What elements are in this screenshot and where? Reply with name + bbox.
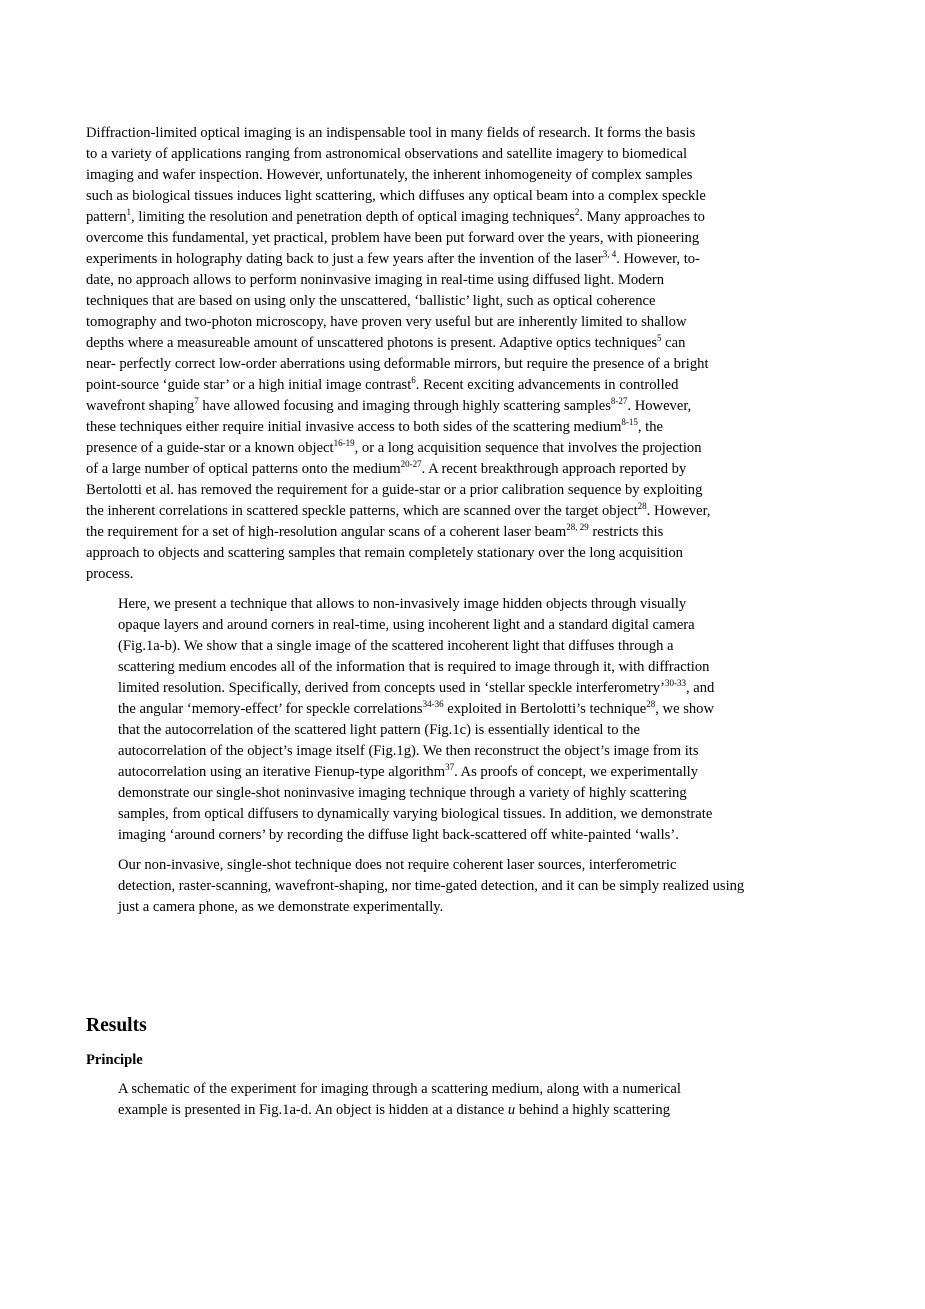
text-line: imaging ‘around corners’ by recording the diffuse light back-scattered off white-painted ‘walls’.: [118, 827, 679, 843]
text-line: point-source ‘guide star’ or a high initial image contrast$^6$. Recent exciting advancements in controlled: [86, 375, 679, 393]
text-line: detection, raster-scanning, wavefront-shaping, nor time-gated detection, and it can be simply realized using: [118, 878, 745, 894]
citation-superscript: 7: [194, 396, 199, 406]
results-paragraph-1: [86, 1079, 792, 1121]
text-line: the angular ‘memory-effect’ for speckle correlations$^{34-36}$ exploited in Bertolotti’s technique$^{28}$, we show: [118, 699, 715, 717]
text-line: A schematic of the experiment for imaging through a scattering medium, along with a numerical: [118, 1081, 681, 1097]
citation-superscript: 6: [411, 375, 416, 385]
text-line: opaque layers and around corners in real-time, using incoherent light and a standard digital camera: [118, 617, 695, 633]
text-line: example is presented in Fig.1a-d. An object is hidden at a distance u behind a highly scattering: [118, 1102, 671, 1118]
intro-section: [86, 123, 792, 927]
text-line: such as biological tissues induces light scattering, which diffuses any optical beam into a complex speckle: [86, 188, 706, 204]
citation-superscript: 3, 4: [602, 249, 617, 259]
citation-superscript: 28: [646, 699, 656, 709]
text-line: of a large number of optical patterns onto the medium$^{20-27}$. A recent breakthrough approach reported by: [86, 459, 687, 477]
citation-superscript: 8-27: [610, 396, 628, 406]
text-line: autocorrelation using an iterative Fienup-type algorithm$^{37}$. As proofs of concept, we experimentally: [118, 762, 699, 780]
text-line: samples, from optical diffusers to dynamically varying biological tissues. In addition, we demonstrate: [118, 806, 713, 822]
text-line: pattern$^1$, limiting the resolution and penetration depth of optical imaging techniques$^2$. Many approaches to: [86, 207, 705, 225]
text-line: process.: [86, 566, 134, 582]
text-line: just a camera phone, as we demonstrate experimentally.: [118, 899, 444, 915]
math-variable: u: [507, 1102, 516, 1118]
subsection-heading-principle: Principle: [86, 1052, 143, 1068]
text-line: near- perfectly correct low-order aberrations using deformable mirrors, but require the presence of a bright: [86, 356, 709, 372]
text-line: limited resolution. Specifically, derived from concepts used in ‘stellar speckle interferometry’$^{30-33}$, and: [118, 678, 715, 696]
text-line: presence of a guide-star or a known object$^{16-19}$, or a long acquisition sequence that involves the projection: [86, 438, 702, 456]
text-line: overcome this fundamental, yet practical, problem have been put forward over the years, with pioneering: [86, 230, 700, 246]
section-heading-results: Results: [86, 1015, 147, 1036]
citation-superscript: 30-33: [664, 678, 686, 688]
text-line: Bertolotti et al. has removed the requirement for a guide-star or a prior calibration sequence by exploiting: [86, 482, 703, 498]
results-section: [86, 1079, 792, 1130]
text-line: date, no approach allows to perform noninvasive imaging in real-time using diffused light. Modern: [86, 272, 665, 288]
text-line: these techniques either require initial invasive access to both sides of the scattering medium$^{8-15}$, the: [86, 417, 663, 435]
text-line: imaging and wafer inspection. However, unfortunately, the inherent inhomogeneity of complex samples: [86, 167, 693, 183]
text-line: Here, we present a technique that allows to non-invasively image hidden objects through visually: [118, 596, 687, 612]
text-line: wavefront shaping$^7$ have allowed focusing and imaging through highly scattering samples$^{8-27}$. However,: [86, 396, 692, 414]
text-line: (Fig.1a-b). We show that a single image of the scattered incoherent light that diffuses through a: [118, 638, 674, 654]
citation-superscript: 28, 29: [566, 522, 589, 532]
text-line: scattering medium encodes all of the information that is required to image through it, with diffraction: [118, 659, 710, 675]
intro-paragraph-1: [86, 123, 792, 585]
text-line: autocorrelation of the object’s image itself (Fig.1g). We then reconstruct the object’s image from its: [118, 743, 699, 759]
text-line: demonstrate our single-shot noninvasive imaging technique through a variety of highly scattering: [118, 785, 687, 801]
text-line: Diffraction-limited optical imaging is an indispensable tool in many fields of research. It forms the basis: [86, 125, 696, 141]
text-line: Our non-invasive, single-shot technique does not require coherent laser sources, interferometric: [118, 857, 677, 873]
citation-superscript: 37: [445, 762, 455, 772]
text-line: depths where a measureable amount of unscattered photons is present. Adaptive optics techniques$^5$ can: [86, 333, 686, 351]
citation-superscript: 34-36: [422, 699, 444, 709]
citation-superscript: 16-19: [333, 438, 355, 448]
text-line: tomography and two-photon microscopy, have proven very useful but are inherently limited to shallow: [86, 314, 687, 330]
citation-superscript: 20-27: [400, 459, 422, 469]
citation-superscript: 5: [657, 333, 662, 343]
text-line: that the autocorrelation of the scattered light pattern (Fig.1c) is essentially identical to the: [118, 722, 640, 738]
text-line: the requirement for a set of high-resolution angular scans of a coherent laser beam$^{28, 29}$ restricts this: [86, 522, 664, 540]
text-line: approach to objects and scattering samples that remain completely stationary over the long acquisition: [86, 545, 683, 561]
intro-paragraph-3: [86, 855, 792, 918]
text-line: the inherent correlations in scattered speckle patterns, which are scanned over the target object$^{28}$. However,: [86, 501, 711, 519]
text-line: techniques that are based on using only the unscattered, ‘ballistic’ light, such as optical coherence: [86, 293, 656, 309]
citation-superscript: 2: [574, 207, 580, 217]
citation-superscript: 28: [637, 501, 647, 511]
text-line: experiments in holography dating back to just a few years after the invention of the laser$^{3, 4}$. However, to-: [86, 249, 700, 267]
text-line: to a variety of applications ranging from astronomical observations and satellite imagery to biomedical: [86, 146, 688, 162]
citation-superscript: 8-15: [621, 417, 638, 427]
citation-superscript: 1: [126, 207, 132, 217]
intro-paragraph-2: [86, 594, 792, 846]
